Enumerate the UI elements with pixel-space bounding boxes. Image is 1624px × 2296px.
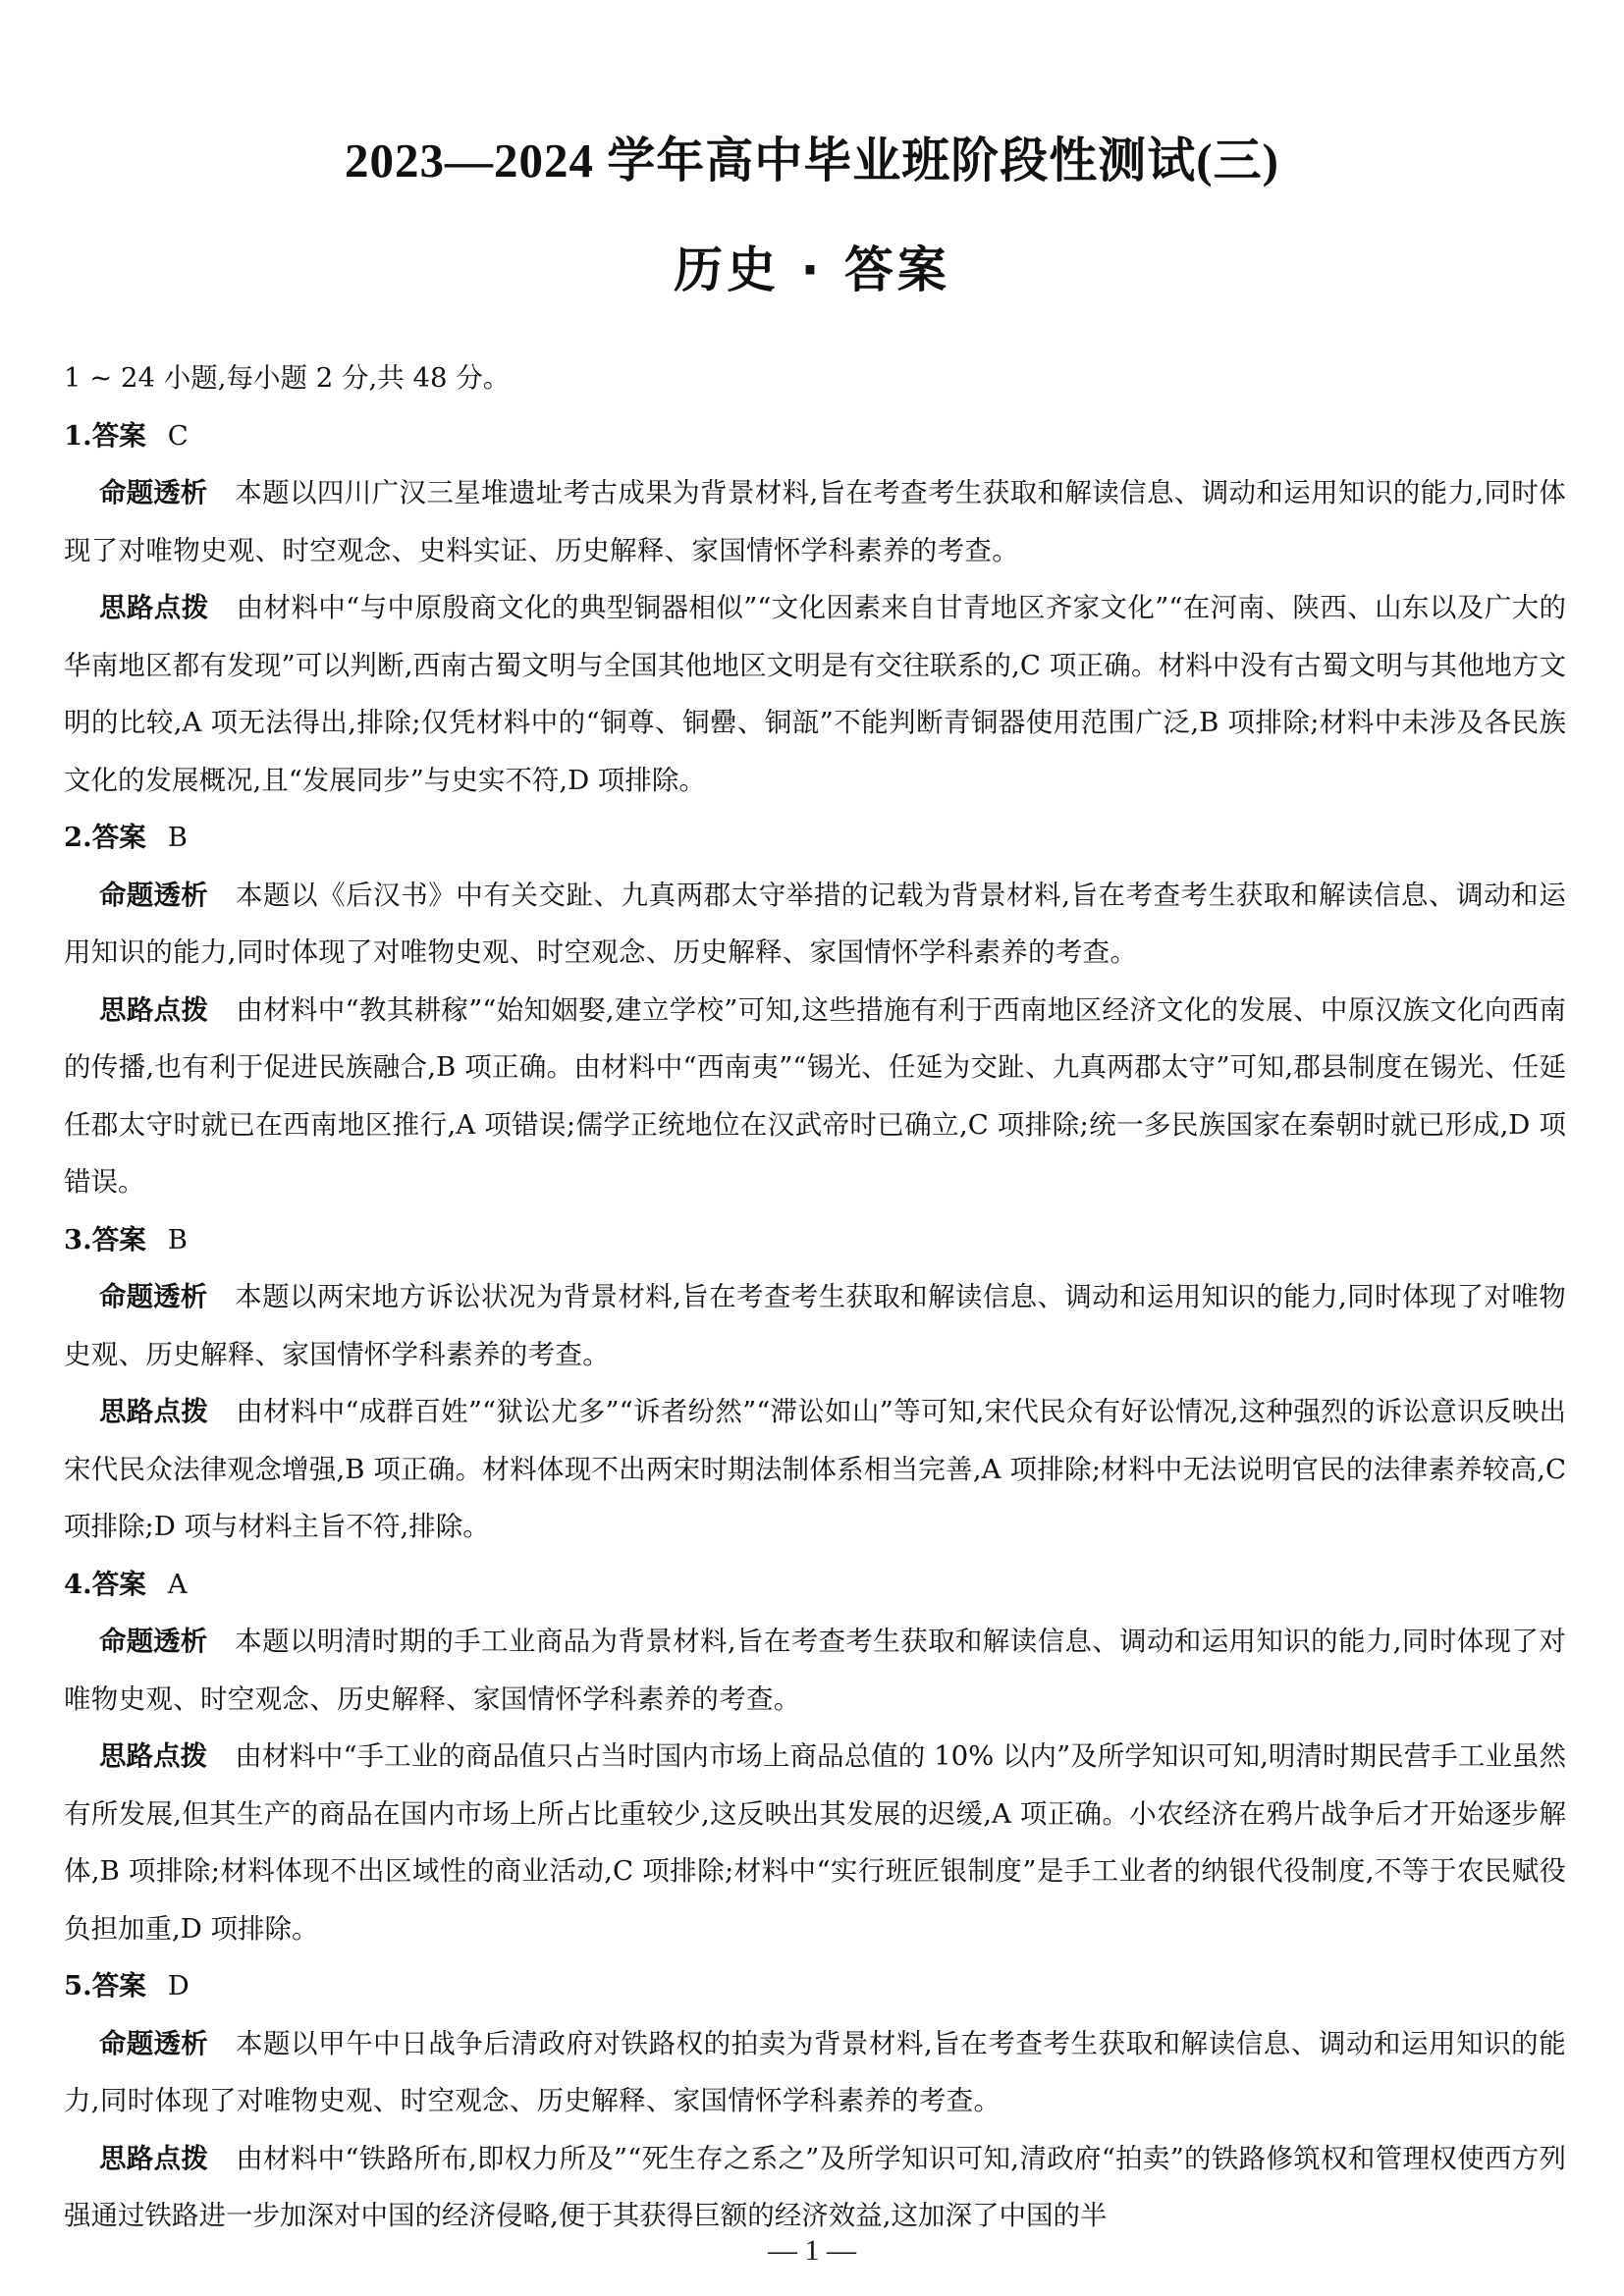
answer-line (64, 1556, 1566, 1614)
reasoning-text: 由材料中“教其耕稼”“始知姻娶,建立学校”可知,这些措施有利于西南地区经济文化的发展、中原汉族文化向西南的传播,也有利于促进民族融合,B 项正确。由材料中“西南夷”“锡光、任延为交趾、九真两郡太守”可知,郡县制度在锡光、任延任郡太守时就已在西南地区推行,A 项错误;儒学正统地位在汉武帝时已确立,C 项排除;统一多民族国家在秦朝时就已形成,D 项错误。 (64, 993, 1566, 1198)
analysis-paragraph (64, 1613, 1566, 1728)
analysis-paragraph (64, 2015, 1566, 2130)
analysis-text: 本题以《后汉书》中有关交趾、九真两郡太守举措的记载为背景材料,旨在考查考生获取和解读信息、调动和运用知识的能力,同时体现了对唯物史观、时空观念、历史解释、家国情怀学科素养的考查。 (64, 879, 1567, 968)
answer-label: 答案 (91, 1223, 146, 1255)
reasoning-label: 思路点拨 (99, 1740, 208, 1772)
question-number: 2. (64, 822, 92, 853)
answer-letter: A (167, 1568, 188, 1600)
question-block (64, 809, 1566, 1211)
analysis-paragraph (64, 867, 1566, 982)
question-number: 3. (64, 1223, 92, 1255)
reasoning-paragraph (64, 1728, 1566, 1957)
reasoning-text: 由材料中“手工业的商品值只占当时国内市场上商品总值的 10% 以内”及所学知识可知,明清时期民营手工业虽然有所发展,但其生产的商品在国内市场上所占比重较少,这反映出其发展的迟缓,A 项正确。小农经济在鸦片战争后才开始逐步解体,B 项排除;材料体现不出区域性的商业活动,C 项排除;材料中“实行班匠银制度”是手工业者的纳银代役制度,不等于农民赋役负担加重,D 项排除。 (64, 1740, 1566, 1945)
section-intro: 1 ~ 24 小题,每小题 2 分,共 48 分。 (64, 362, 511, 394)
reasoning-label: 思路点拨 (99, 592, 209, 623)
reasoning-paragraph (64, 579, 1566, 809)
answer-letter: B (167, 1223, 188, 1255)
analysis-text: 本题以两宋地方诉讼状况为背景材料,旨在考查考生获取和解读信息、调动和运用知识的能力,同时体现了对唯物史观、历史解释、家国情怀学科素养的考查。 (64, 1281, 1566, 1370)
question-block (64, 407, 1566, 810)
page-number: — 1 — (768, 2234, 856, 2267)
reasoning-label: 思路点拨 (99, 1396, 209, 1427)
analysis-label: 命题透析 (99, 879, 208, 911)
question-number: 1. (64, 419, 92, 452)
answer-letter: B (167, 822, 188, 853)
reasoning-paragraph (64, 1383, 1566, 1556)
answer-line (64, 407, 1566, 465)
analysis-label: 命题透析 (99, 1281, 208, 1312)
answer-letter: C (167, 419, 189, 452)
reasoning-label: 思路点拨 (99, 993, 209, 1026)
question-block (64, 1957, 1566, 2245)
answer-label: 答案 (91, 1970, 146, 2002)
reasoning-paragraph (64, 2130, 1566, 2245)
reasoning-text: 由材料中“铁路所布,即权力所及”“死生存之系之”及所学知识可知,清政府“拍卖”的铁路修筑权和管理权使西方列强通过铁路进一步加深对中国的经济侵略,便于其获得巨额的经济效益,这加深了中国的半 (64, 2142, 1566, 2231)
answer-line (64, 1211, 1566, 1269)
answer-content (64, 349, 1566, 2245)
analysis-paragraph (64, 1268, 1566, 1383)
analysis-label: 命题透析 (99, 2027, 208, 2059)
question-number: 5. (64, 1970, 92, 2002)
analysis-text: 本题以四川广汉三星堆遗址考古成果为背景材料,旨在考查考生获取和解读信息、调动和运用知识的能力,同时体现了对唯物史观、时空观念、史料实证、历史解释、家国情怀学科素养的考查。 (64, 477, 1566, 566)
reasoning-text: 由材料中“成群百姓”“狱讼尤多”“诉者纷然”“滞讼如山”等可知,宋代民众有好讼情况,这种强烈的诉讼意识反映出宋代民众法律观念增强,B 项正确。材料体现不出两宋时期法制体系相当完善,A 项排除;材料中无法说明官民的法律素养较高,C 项排除;D 项与材料主旨不符,排除。 (64, 1396, 1567, 1542)
analysis-paragraph (64, 464, 1566, 579)
page-subtitle: 历史 · 答案 (674, 241, 950, 298)
analysis-text: 本题以甲午中日战争后清政府对铁路权的拍卖为背景材料,旨在考查考生获取和解读信息、调动和运用知识的能力,同时体现了对唯物史观、时空观念、历史解释、家国情怀学科素养的考查。 (64, 2027, 1567, 2116)
answer-label: 答案 (91, 822, 146, 853)
reasoning-label: 思路点拨 (99, 2142, 209, 2174)
answer-label: 答案 (91, 1568, 146, 1600)
analysis-label: 命题透析 (99, 1626, 208, 1657)
answer-label: 答案 (91, 419, 146, 452)
page-title: 2023—2024 学年高中毕业班阶段性测试(三) (345, 133, 1279, 187)
answer-line (64, 809, 1566, 867)
question-block (64, 1556, 1566, 1958)
question-number: 4. (64, 1568, 92, 1600)
analysis-text: 本题以明清时期的手工业商品为背景材料,旨在考查考生获取和解读信息、调动和运用知识的能力,同时体现了对唯物史观、时空观念、历史解释、家国情怀学科素养的考查。 (64, 1626, 1566, 1715)
reasoning-paragraph (64, 982, 1566, 1211)
question-block (64, 1211, 1566, 1556)
answer-line (64, 1957, 1566, 2015)
reasoning-text: 由材料中“与中原殷商文化的典型铜器相似”“文化因素来自甘青地区齐家文化”“在河南、陕西、山东以及广大的华南地区都有发现”可以判断,西南古蜀文明与全国其他地区文明是有交往联系的,C 项正确。材料中没有古蜀文明与其他地方文明的比较,A 项无法得出,排除;仅凭材料中的“铜尊、铜罍、铜瓿”不能判断青铜器使用范围广泛,B 项排除;材料中未涉及各民族文化的发展概况,且“发展同步”与史实不符,D 项排除。 (64, 592, 1566, 796)
analysis-label: 命题透析 (99, 477, 208, 508)
answer-letter: D (167, 1970, 189, 2002)
